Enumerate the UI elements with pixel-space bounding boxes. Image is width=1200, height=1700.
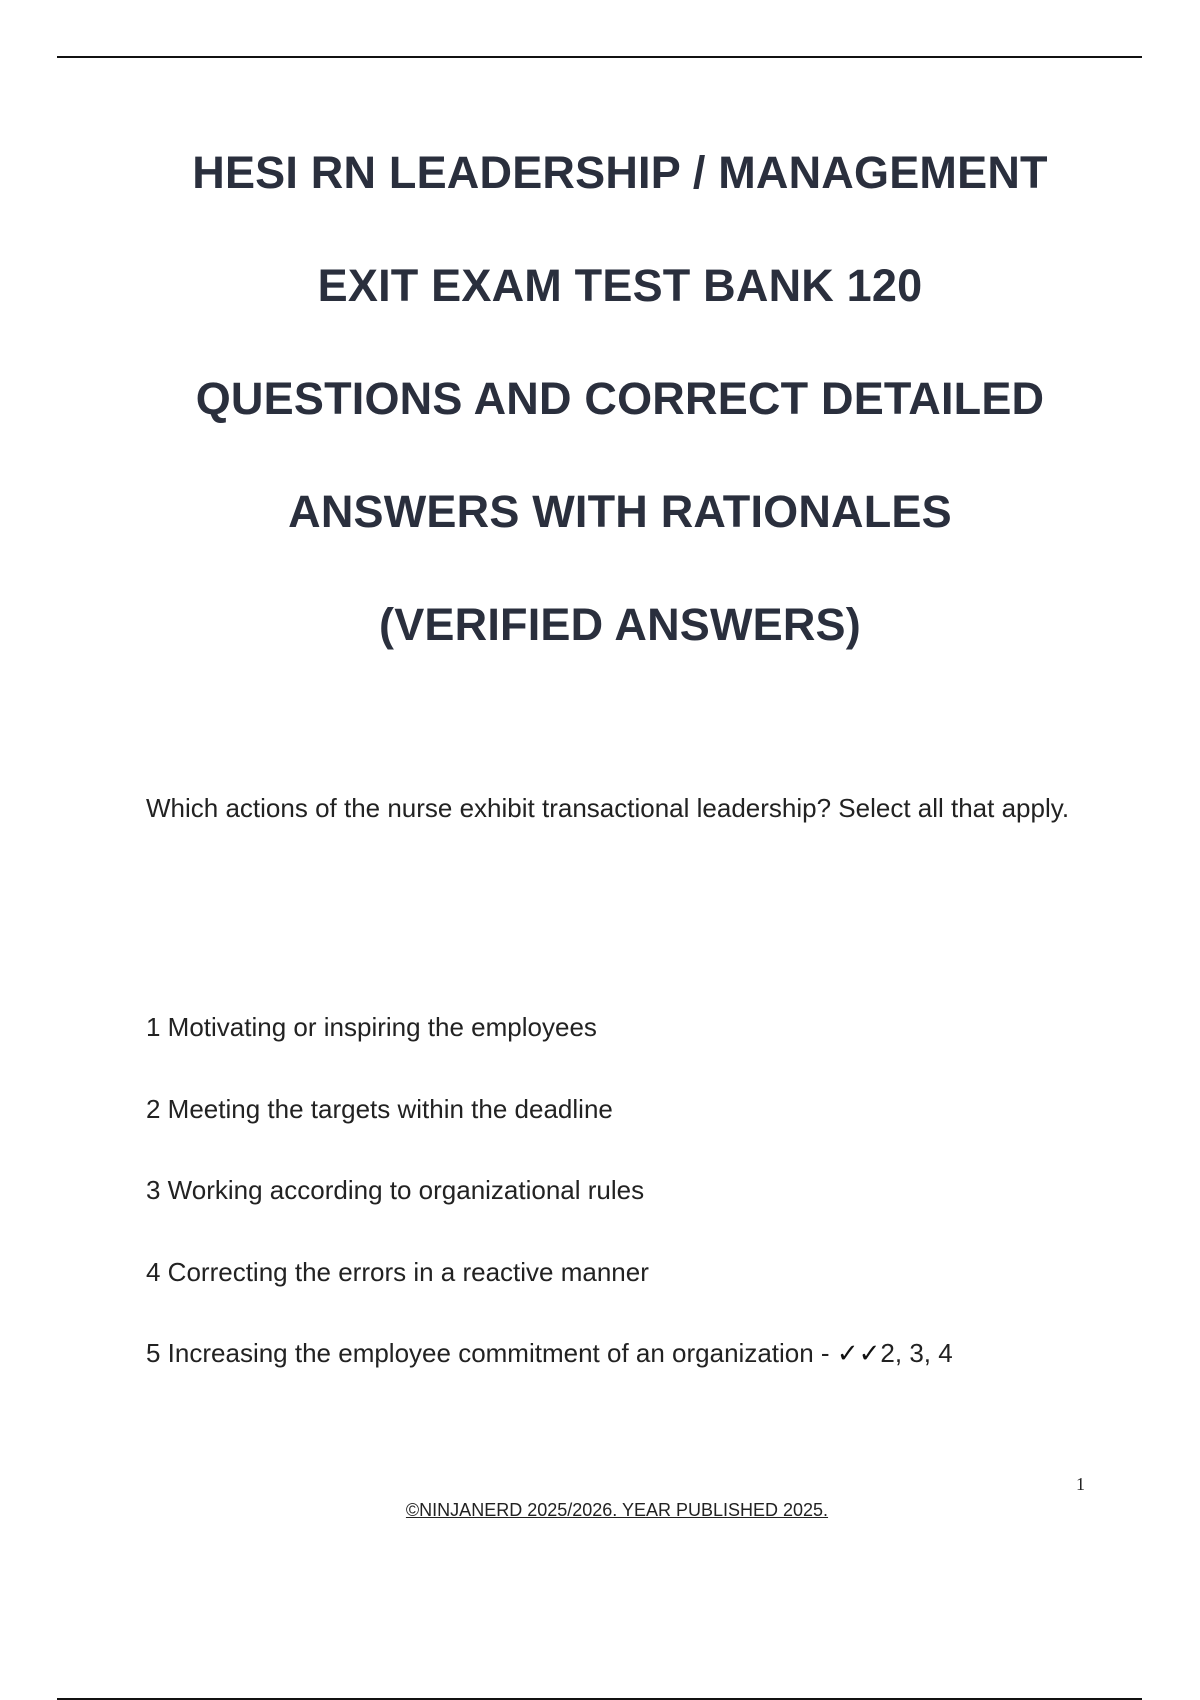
option-item: 2 Meeting the targets within the deadline <box>146 1093 613 1124</box>
double-check-icon: ✓✓ <box>836 1338 881 1368</box>
question-text: Which actions of the nurse exhibit transactional leadership? Select all that apply. <box>146 793 1070 823</box>
page-number: 1 <box>1076 1474 1085 1494</box>
option-item: 1 Motivating or inspiring the employees <box>146 1012 597 1042</box>
title-line-5: (VERIFIED ANSWERS) <box>379 599 861 650</box>
title-line-2: EXIT EXAM TEST BANK 120 <box>317 260 923 311</box>
title-line-1: HESI RN LEADERSHIP / MANAGEMENT <box>192 147 1048 198</box>
title-line-3: QUESTIONS AND CORRECT DETAILED <box>195 373 1045 424</box>
option-item: 3 Working according to organizational rules <box>146 1175 645 1205</box>
top-rule <box>57 56 1142 58</box>
option-item-with-answer <box>146 1326 1106 1408</box>
correct-answer: 2, 3, 4 <box>880 1338 953 1368</box>
title-line-4: ANSWERS WITH RATIONALES <box>288 486 952 537</box>
answer-options <box>146 1000 1106 1408</box>
copyright-footer: ©NINJANERD 2025/2026. YEAR PUBLISHED 2025. <box>405 1500 829 1520</box>
option-text: 5 Increasing the employee commitment of an organization - <box>146 1338 830 1368</box>
document-title <box>100 116 1140 681</box>
option-item: 4 Correcting the errors in a reactive manner <box>146 1256 649 1287</box>
